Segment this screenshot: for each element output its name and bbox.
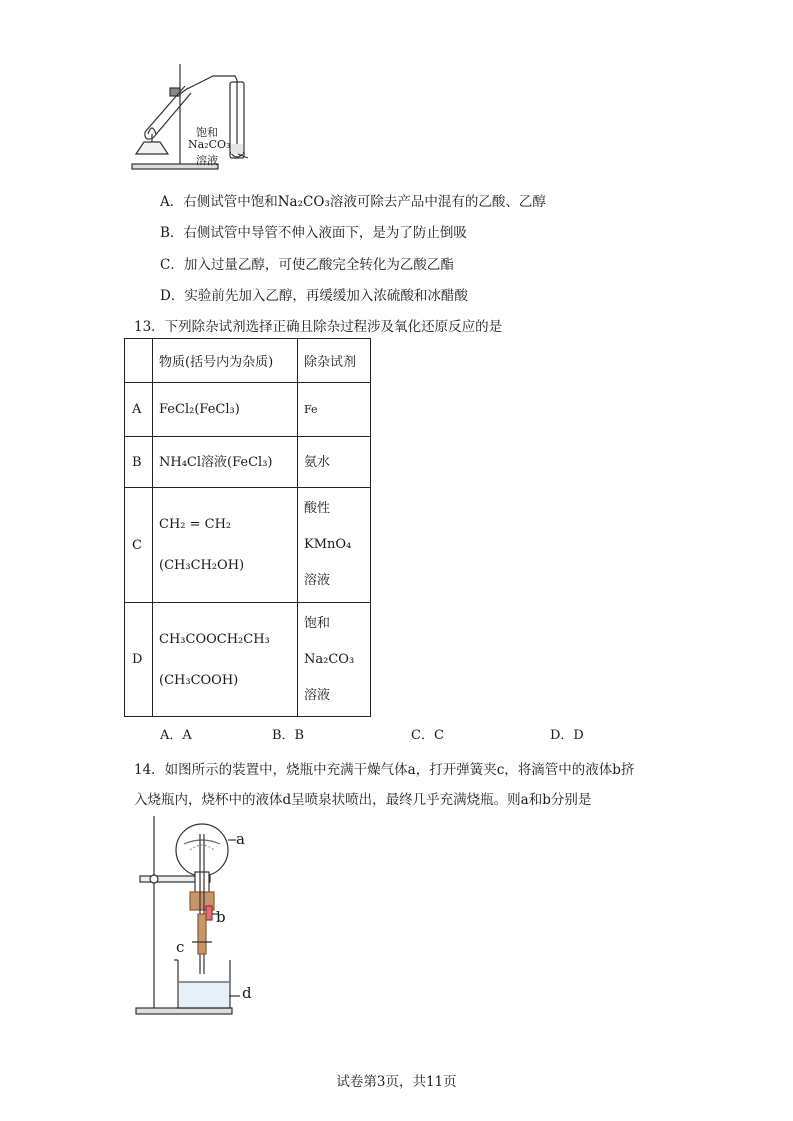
q13-table bbox=[124, 338, 371, 717]
q13-answer-b: B．B bbox=[272, 728, 305, 743]
q13-answer-a: A．A bbox=[160, 728, 192, 743]
row-label: A bbox=[125, 383, 153, 437]
reagent-line: KMnO₄ bbox=[304, 537, 352, 552]
reagent-line: Na₂CO₃ bbox=[304, 651, 355, 667]
reagent-line: Fe bbox=[304, 403, 318, 416]
fig2-label-d: d bbox=[242, 984, 252, 1002]
header-label-cell bbox=[125, 339, 153, 383]
esterification-apparatus-figure bbox=[130, 62, 260, 174]
row-reagent bbox=[298, 488, 371, 603]
substance-line: FeCl₂(FeCl₃) bbox=[159, 402, 240, 417]
substance-line: (CH₃CH₂OH) bbox=[159, 558, 245, 573]
fig2-label-c: c bbox=[176, 938, 185, 956]
reagent-line: 溶液 bbox=[304, 687, 331, 703]
substance-line: CH₂ = CH₂ bbox=[159, 517, 232, 532]
q12-option-c: C．加入过量乙醇，可使乙酸完全转化为乙酸乙酯 bbox=[160, 257, 454, 273]
fig2-label-a: a bbox=[236, 830, 245, 848]
row-substance bbox=[153, 383, 298, 437]
substance-line: (CH₃COOH) bbox=[159, 672, 239, 688]
header-substance-cell: 物质(括号内为杂质) bbox=[153, 339, 298, 383]
row-label: C bbox=[125, 488, 153, 603]
fig1-label-line3: 溶液 bbox=[196, 154, 218, 167]
q12-option-d: D．实验前先加入乙醇，再缓缓加入浓硫酸和冰醋酸 bbox=[160, 288, 468, 304]
table-row bbox=[125, 437, 371, 488]
fig1-label-line2: Na₂CO₃ bbox=[188, 138, 231, 151]
row-label: B bbox=[125, 437, 153, 488]
reagent-line: 氨水 bbox=[304, 454, 331, 470]
table-header-row bbox=[125, 339, 371, 383]
q13-stem: 13．下列除杂试剂选择正确且除杂过程涉及氧化还原反应的是 bbox=[134, 319, 503, 335]
q13-answer-d: D．D bbox=[550, 728, 584, 743]
row-substance bbox=[153, 437, 298, 488]
row-reagent bbox=[298, 437, 371, 488]
row-label: D bbox=[125, 603, 153, 717]
q14-stem-line1: 14．如图所示的装置中，烧瓶中充满干燥气体a，打开弹簧夹c，将滴管中的液体b挤 bbox=[134, 762, 635, 778]
table-row bbox=[125, 488, 371, 603]
q14-stem-line2: 入烧瓶内，烧杯中的液体d呈喷泉状喷出，最终几乎充满烧瓶。则a和b分别是 bbox=[134, 792, 592, 808]
q12-option-a: A．右侧试管中饱和Na₂CO₃溶液可除去产品中混有的乙酸、乙醇 bbox=[160, 194, 546, 210]
table-row bbox=[125, 383, 371, 437]
table-row bbox=[125, 603, 371, 717]
fig1-label-line1: 饱和 bbox=[196, 126, 218, 139]
reagent-line: 溶液 bbox=[304, 573, 331, 588]
row-reagent bbox=[298, 383, 371, 437]
q12-option-b: B．右侧试管中导管不伸入液面下，是为了防止倒吸 bbox=[160, 225, 467, 241]
substance-line: NH₄Cl溶液(FeCl₃) bbox=[159, 454, 273, 470]
row-substance bbox=[153, 488, 298, 603]
page-footer: 试卷第3页，共11页 bbox=[336, 1074, 457, 1090]
q13-answer-c: C．C bbox=[411, 728, 444, 743]
reagent-line: 饱和 bbox=[304, 615, 331, 631]
substance-line: CH₃COOCH₂CH₃ bbox=[159, 631, 270, 647]
fig2-label-b: b bbox=[216, 908, 226, 926]
header-reagent-cell: 除杂试剂 bbox=[298, 339, 371, 383]
row-reagent bbox=[298, 603, 371, 717]
reagent-line: 酸性 bbox=[304, 501, 331, 516]
row-substance bbox=[153, 603, 298, 717]
